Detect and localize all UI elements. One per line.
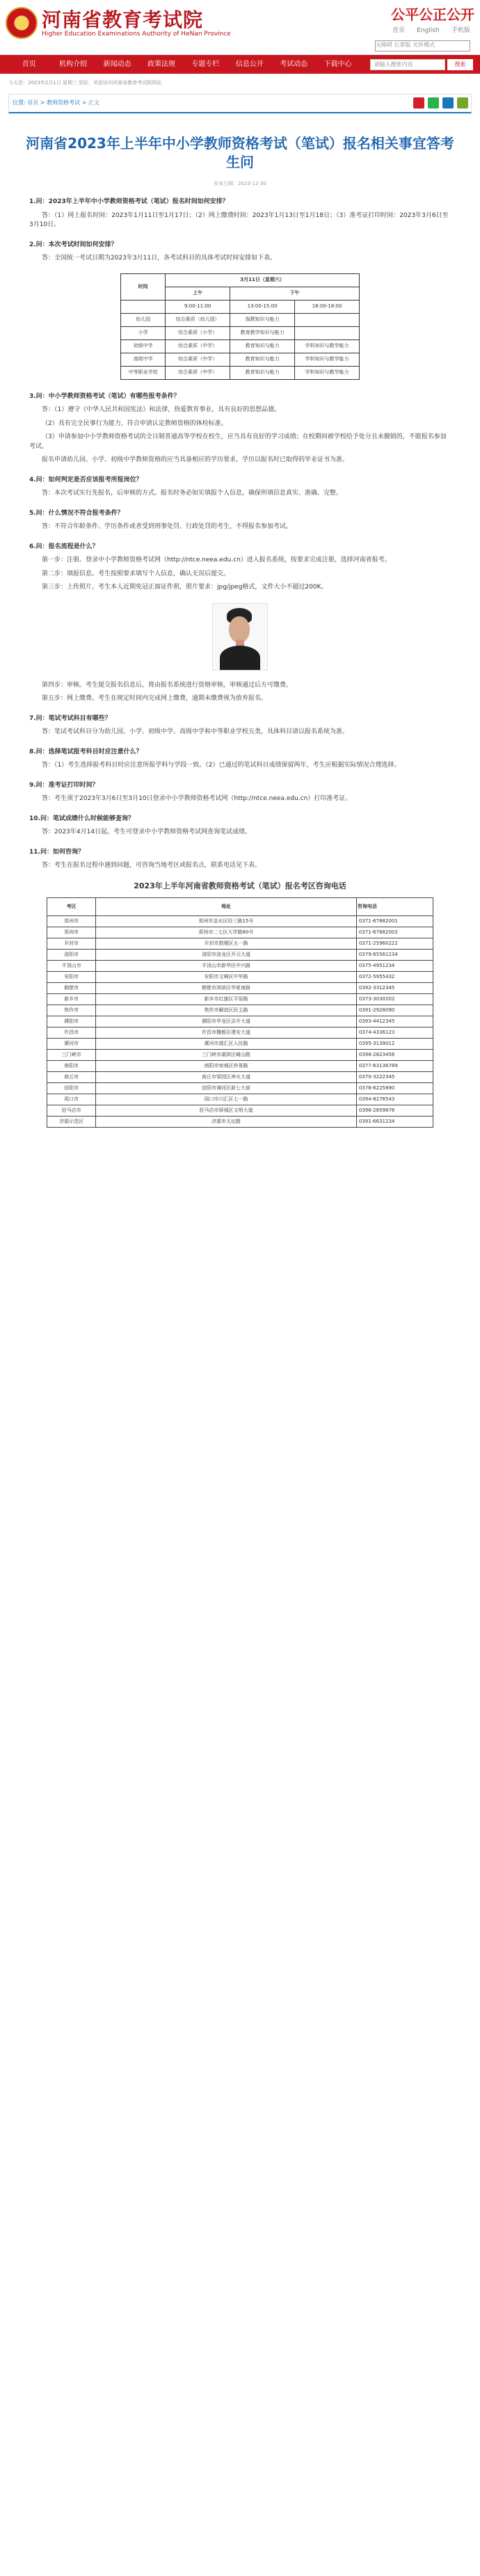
schedule-subject: 教育知识与能力 bbox=[230, 353, 295, 366]
contact-city: 焦作市 bbox=[47, 1005, 96, 1016]
contact-phone: 0394-8276543 bbox=[356, 1094, 433, 1105]
top-link-home[interactable]: 首页 bbox=[392, 27, 406, 34]
exam-schedule-table bbox=[120, 273, 360, 380]
schedule-subject: 综合素质（中学） bbox=[166, 339, 230, 353]
answer-6e: 第五步：网上缴费。考生在规定时间内完成网上缴费，逾期未缴费视为放弃报名。 bbox=[42, 695, 268, 702]
contact-phone: 0396-2859876 bbox=[356, 1105, 433, 1117]
national-emblem-icon bbox=[6, 7, 38, 39]
breadcrumb-home[interactable]: 首页 bbox=[27, 99, 39, 106]
question-7: 7.问：笔试考试科目有哪些？ bbox=[29, 714, 111, 722]
contact-address: 南阳市宛城区仲景路 bbox=[96, 1061, 357, 1072]
article-content bbox=[29, 198, 451, 871]
schedule-subject: 教育知识与能力 bbox=[230, 339, 295, 353]
answer-3d: 报名申请幼儿园、小学、初级中学教师资格的应当具备相应的学历要求，学历以报名时已取得的毕业证书为准。 bbox=[42, 456, 349, 463]
contact-phone: 0379-65561234 bbox=[356, 950, 433, 961]
contact-city: 郑州市 bbox=[47, 916, 96, 927]
contact-address: 鹤壁市淇滨区华夏南路 bbox=[96, 983, 357, 994]
contact-row bbox=[47, 916, 433, 927]
contact-address: 商丘市梁园区神火大道 bbox=[96, 1072, 357, 1083]
nav-policy[interactable]: 政策法规 bbox=[147, 61, 175, 68]
contact-row bbox=[47, 1061, 433, 1072]
schedule-date-header: 3月11日（星期六） bbox=[166, 273, 360, 287]
contact-address: 郑州市二七区大学路80号 bbox=[96, 927, 357, 938]
contact-address: 郑州市金水区经三路15号 bbox=[96, 916, 357, 927]
contact-row bbox=[47, 1016, 433, 1027]
top-link-mobile[interactable]: 手机版 bbox=[451, 27, 470, 34]
article-title: 河南省2023年上半年中小学教师资格考试（笔试）报名相关事宜答考生问 bbox=[26, 134, 454, 170]
contact-city: 信阳市 bbox=[47, 1083, 96, 1094]
contact-phone: 0371-67882001 bbox=[356, 916, 433, 927]
nav-about[interactable]: 机构介绍 bbox=[59, 61, 88, 68]
contact-city: 三门峡市 bbox=[47, 1050, 96, 1061]
contact-phone: 0392-3312345 bbox=[356, 983, 433, 994]
contact-row bbox=[47, 1072, 433, 1083]
nav-news[interactable]: 新闻动态 bbox=[103, 61, 131, 68]
nav-info[interactable]: 信息公开 bbox=[235, 61, 264, 68]
contact-phone: 0371-25960222 bbox=[356, 938, 433, 950]
contact-address: 安阳市文峰区中华路 bbox=[96, 972, 357, 983]
schedule-level: 小学 bbox=[121, 326, 166, 339]
schedule-subject: 综合素质（小学） bbox=[166, 326, 230, 339]
contact-address: 开封市鼓楼区五一路 bbox=[96, 938, 357, 950]
contact-table-heading: 2023年上半年河南省教师资格考试（笔试）报名考区咨询电话 bbox=[134, 881, 346, 890]
wechat-share-icon[interactable] bbox=[428, 97, 439, 109]
schedule-level: 初级中学 bbox=[121, 339, 166, 353]
contact-phone: 0375-4951234 bbox=[356, 961, 433, 972]
qq-share-icon[interactable] bbox=[442, 97, 454, 109]
top-link-english[interactable]: English bbox=[417, 27, 440, 34]
contact-address: 平顶山市新华区中兴路 bbox=[96, 961, 357, 972]
answer-2: 答：全国统一考试日期为2023年3月11日，各考试科目的具体考试时间安排如下表。 bbox=[42, 255, 277, 262]
schedule-subject: 保教知识与能力 bbox=[230, 313, 295, 326]
photo-example-image bbox=[212, 603, 268, 671]
contact-address: 焦作市解放区民主路 bbox=[96, 1005, 357, 1016]
answer-7: 答：笔试考试科目分为幼儿园、小学、初级中学、高级中学和中等职业学校五类，具体科目请以报名系统为准。 bbox=[42, 728, 349, 735]
photo-face-shape bbox=[229, 616, 250, 643]
contact-city: 郑州市 bbox=[47, 927, 96, 938]
contact-address: 许昌市魏都区建安大道 bbox=[96, 1027, 357, 1039]
nav-home[interactable]: 首页 bbox=[22, 61, 36, 68]
nav-download[interactable]: 下载中心 bbox=[323, 61, 352, 68]
schedule-time-header: 时间 bbox=[121, 273, 166, 300]
contact-city: 开封市 bbox=[47, 938, 96, 950]
contact-header-address: 地址 bbox=[96, 898, 357, 916]
contact-row bbox=[47, 1083, 433, 1094]
schedule-subject: 综合素质（幼儿园） bbox=[166, 313, 230, 326]
site-header bbox=[0, 0, 480, 55]
search-button[interactable]: 搜索 bbox=[447, 59, 473, 70]
answer-10: 答：2023年4月14日起，考生可登录中小学教师资格考试网查询笔试成绩。 bbox=[42, 829, 252, 835]
date-line: 今天是：2023年2月1日 星期三 您好，欢迎访问河南省教育考试院网站 bbox=[8, 80, 162, 86]
schedule-level: 幼儿园 bbox=[121, 313, 166, 326]
site-subtitle: Higher Education Examinations Authority of HeNan Province bbox=[42, 31, 231, 38]
contact-phone: 0371-67882002 bbox=[356, 927, 433, 938]
article-meta: 发布日期：2023-12-30 bbox=[214, 180, 266, 186]
answer-6b: 第二步：填报信息。考生按照要求填写个人信息，确认无误后提交。 bbox=[42, 570, 230, 577]
contact-city: 驻马店市 bbox=[47, 1105, 96, 1117]
answer-9: 答：考生须于2023年3月6日至3月10日登录中小学教师资格考试网（http://ntce.neea.edu.cn）打印准考证。 bbox=[42, 795, 352, 802]
contact-address: 三门峡市湖滨区崤山路 bbox=[96, 1050, 357, 1061]
contact-city: 济源示范区 bbox=[47, 1117, 96, 1128]
contact-phone: 0377-63136789 bbox=[356, 1061, 433, 1072]
weibo-share-icon[interactable] bbox=[413, 97, 424, 109]
contact-row bbox=[47, 1117, 433, 1128]
contact-address: 漯河市源汇区人民路 bbox=[96, 1039, 357, 1050]
contact-phone: 0370-3222345 bbox=[356, 1072, 433, 1083]
contact-address: 周口市川汇区七一路 bbox=[96, 1094, 357, 1105]
schedule-morning-header: 上午 bbox=[166, 287, 230, 300]
answer-3b: （2）具有完全民事行为能力，符合申请认定教师资格的体检标准。 bbox=[42, 419, 227, 427]
contact-phone: 0372-5955432 bbox=[356, 972, 433, 983]
contact-address: 洛阳市洛龙区开元大道 bbox=[96, 950, 357, 961]
contact-phone: 0391-2928090 bbox=[356, 1005, 433, 1016]
contact-address: 新乡市红旗区平原路 bbox=[96, 994, 357, 1005]
contact-table bbox=[47, 897, 433, 1128]
contact-row bbox=[47, 1105, 433, 1117]
site-title[interactable]: 河南省教育考试院 bbox=[42, 8, 204, 31]
contact-phone: 0395-3139012 bbox=[356, 1039, 433, 1050]
contact-row bbox=[47, 1094, 433, 1105]
breadcrumb-current: 正文 bbox=[88, 99, 99, 106]
share-icons bbox=[413, 97, 468, 109]
nav-special[interactable]: 专题专栏 bbox=[191, 61, 220, 68]
contact-phone: 0391-6631234 bbox=[356, 1117, 433, 1128]
answer-3c: （3）申请参加中小学教师资格考试的全日制普通高等学校在校生，应当具有良好的学习成绩；在校期间被学校给予处分且未撤销的，不能报名参加考试。 bbox=[29, 433, 447, 450]
contact-phone: 0398-2823456 bbox=[356, 1050, 433, 1061]
photo-body-shape bbox=[220, 646, 260, 670]
schedule-level: 高级中学 bbox=[121, 353, 166, 366]
answer-5: 答：不符合年龄条件、学历条件或者受到刑事处罚、行政处罚的考生，不得报名参加考试。 bbox=[42, 523, 293, 530]
contact-header-phone: 咨询电话 bbox=[356, 898, 433, 916]
contact-city: 新乡市 bbox=[47, 994, 96, 1005]
schedule-time: 9:00-11:00 bbox=[166, 300, 230, 313]
top-links bbox=[392, 26, 470, 36]
schedule-subject: 学科知识与教学能力 bbox=[295, 353, 360, 366]
answer-1: 答：（1）网上报名时间：2023年1月11日至1月17日；（2）网上缴费时间：2023年1月13日至1月18日；（3）准考证打印时间：2023年3月6日至3月10日。 bbox=[29, 211, 449, 228]
contact-city: 洛阳市 bbox=[47, 950, 96, 961]
contact-row bbox=[47, 961, 433, 972]
breadcrumb-prefix: 位置: bbox=[13, 99, 26, 106]
contact-row bbox=[47, 938, 433, 950]
schedule-subject: 教育教学知识与能力 bbox=[230, 326, 295, 339]
contact-address: 济源市天坛路 bbox=[96, 1117, 357, 1128]
contact-address: 驻马店市驿城区文明大道 bbox=[96, 1105, 357, 1117]
question-5: 5.问：什么情况不符合报考条件？ bbox=[29, 509, 124, 517]
contact-row bbox=[47, 1039, 433, 1050]
question-9: 9.问：准考证打印时间？ bbox=[29, 781, 99, 789]
schedule-level: 中等职业学校 bbox=[121, 366, 166, 379]
contact-city: 漯河市 bbox=[47, 1039, 96, 1050]
accessibility-tools[interactable]: 无障碍 长辈版 关怀模式 bbox=[375, 40, 470, 51]
contact-city: 商丘市 bbox=[47, 1072, 96, 1083]
question-2: 2.问：本次考试时间如何安排？ bbox=[29, 241, 118, 248]
schedule-subject: 教育知识与能力 bbox=[230, 366, 295, 379]
contact-row bbox=[47, 1050, 433, 1061]
question-1: 1.问：2023年上半年中小学教师资格考试（笔试）报名时间如何安排？ bbox=[29, 198, 229, 205]
answer-3a: 答：（1）遵守《中华人民共和国宪法》和法律，热爱教育事业，具有良好的思想品德。 bbox=[42, 406, 281, 413]
public-label: 公平公正公开 bbox=[391, 6, 474, 23]
contact-city: 鹤壁市 bbox=[47, 983, 96, 994]
question-11: 11.问：如何咨询？ bbox=[29, 848, 84, 856]
question-4: 4.问：如何判定是否应该报考所报岗位？ bbox=[29, 476, 143, 483]
contact-city: 平顶山市 bbox=[47, 961, 96, 972]
contact-city: 安阳市 bbox=[47, 972, 96, 983]
contact-city: 南阳市 bbox=[47, 1061, 96, 1072]
search-input[interactable]: 请输入搜索内容 bbox=[370, 59, 445, 70]
contact-row bbox=[47, 1027, 433, 1039]
schedule-time: 16:00-18:00 bbox=[295, 300, 360, 313]
answer-6d: 第四步：审核。考生提交报名信息后，将由报名系统进行资格审核，审核通过后方可缴费。 bbox=[42, 681, 293, 689]
contact-phone: 0373-3030202 bbox=[356, 994, 433, 1005]
contact-row bbox=[47, 972, 433, 983]
schedule-time: 13:00-15:00 bbox=[230, 300, 295, 313]
answer-8: 答：（1）考生选择报考科目时应注意所报学科与学段一致。（2）已通过的笔试科目成绩保留两年，考生应根据实际情况合理选择。 bbox=[42, 762, 401, 769]
schedule-afternoon-header: 下午 bbox=[230, 287, 360, 300]
breadcrumb: 位置: 首页 > 教师资格考试 > 正文 bbox=[13, 99, 99, 106]
main-navigation bbox=[0, 55, 480, 74]
breadcrumb-section[interactable]: 教师资格考试 bbox=[47, 99, 81, 106]
question-3: 3.问：中小学教师资格考试（笔试）有哪些报考条件？ bbox=[29, 392, 180, 400]
contact-city: 濮阳市 bbox=[47, 1016, 96, 1027]
schedule-subject bbox=[295, 313, 360, 326]
schedule-subject: 综合素质（中学） bbox=[166, 366, 230, 379]
schedule-subject: 学科知识与教学能力 bbox=[295, 339, 360, 353]
contact-phone: 0376-6225890 bbox=[356, 1083, 433, 1094]
contact-row bbox=[47, 927, 433, 938]
schedule-subject bbox=[295, 326, 360, 339]
contact-header-city: 考区 bbox=[47, 898, 96, 916]
contact-row bbox=[47, 994, 433, 1005]
schedule-subject: 综合素质（中学） bbox=[166, 353, 230, 366]
answer-11: 答：考生在报名过程中遇到问题，可咨询当地考区或报名点，联系电话见下表。 bbox=[42, 862, 262, 869]
contact-city: 许昌市 bbox=[47, 1027, 96, 1039]
answer-4: 答：本次考试实行先报名，后审核的方式。报名时务必如实填报个人信息，确保所填信息真实、准确、完整。 bbox=[42, 490, 343, 497]
contact-phone: 0393-4412345 bbox=[356, 1016, 433, 1027]
answer-6a: 第一步：注册。登录中小学教师资格考试网（http://ntce.neea.edu.cn）进入报名系统，按要求完成注册，选择河南省报考。 bbox=[42, 557, 391, 563]
contact-address: 信阳市浉河区新七大街 bbox=[96, 1083, 357, 1094]
contact-row bbox=[47, 950, 433, 961]
answer-6c: 第三步：上传照片。考生本人近期免冠正面证件照，照片要求：jpg/jpeg格式，文件大小不超过200K。 bbox=[42, 584, 328, 591]
question-6: 6.问：报名流程是什么？ bbox=[29, 543, 99, 550]
question-10: 10.问：笔试成绩什么时候能够查询？ bbox=[29, 815, 134, 822]
contact-row bbox=[47, 1005, 433, 1016]
contact-city: 周口市 bbox=[47, 1094, 96, 1105]
question-8: 8.问：选择笔试报考科目时应注意什么？ bbox=[29, 748, 143, 755]
contact-row bbox=[47, 983, 433, 994]
contact-address: 濮阳市华龙区京开大道 bbox=[96, 1016, 357, 1027]
breadcrumb-bar bbox=[8, 94, 472, 113]
qzone-share-icon[interactable] bbox=[457, 97, 468, 109]
nav-exam-news[interactable]: 考试动态 bbox=[280, 61, 308, 68]
contact-phone: 0374-4336123 bbox=[356, 1027, 433, 1039]
schedule-subject: 学科知识与教学能力 bbox=[295, 366, 360, 379]
